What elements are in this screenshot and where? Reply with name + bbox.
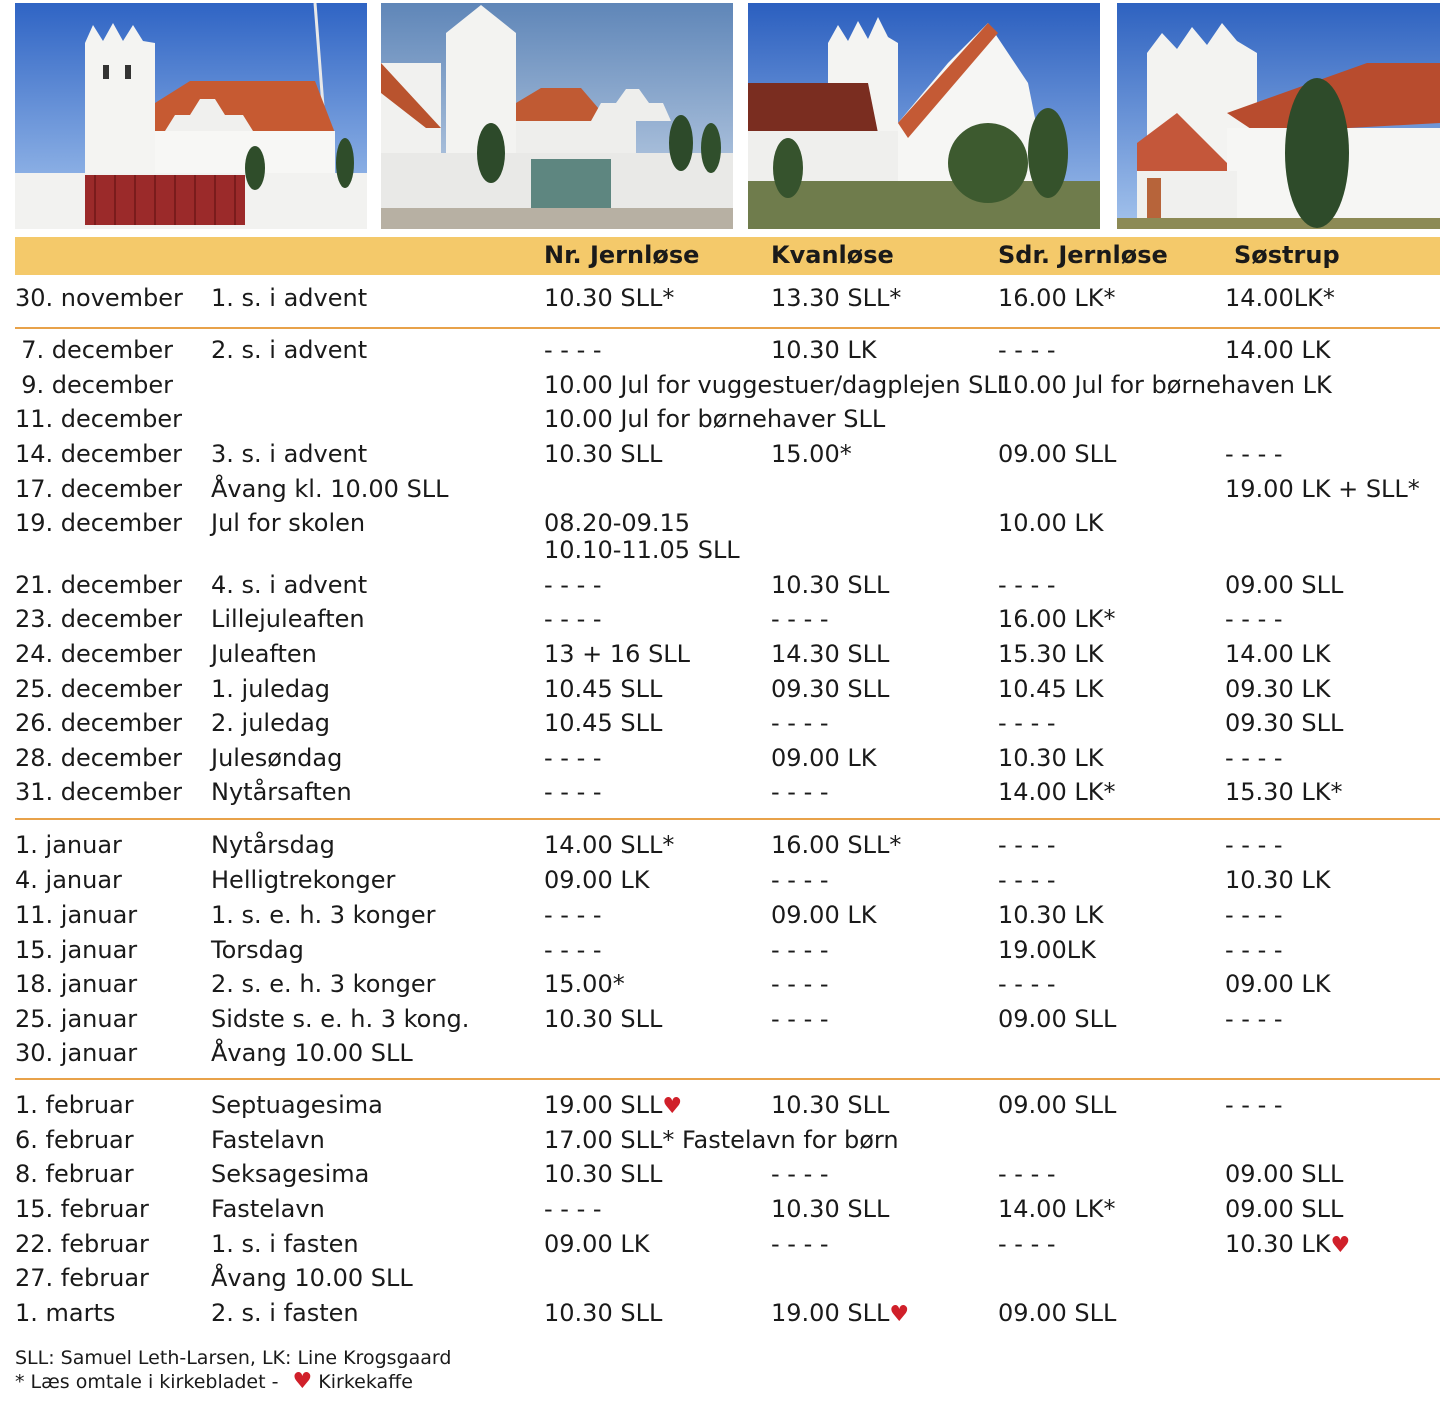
row-time-sdr-jernloese: 10.30 LK bbox=[998, 744, 1104, 772]
row-time-soestrup: - - - - bbox=[1225, 831, 1283, 859]
row-occasion: Lillejuleaften bbox=[211, 605, 365, 633]
row-time-kvanloese: 10.30 SLL bbox=[771, 571, 890, 599]
schedule-row bbox=[0, 1125, 1440, 1159]
schedule-row bbox=[0, 1159, 1440, 1193]
row-time-kvanloese: 10.30 LK bbox=[771, 336, 877, 364]
row-date: 11. december bbox=[15, 405, 183, 433]
row-occasion: 1. s. i advent bbox=[211, 284, 368, 312]
row-time-sdr-jernloese: 19.00LK bbox=[998, 936, 1096, 964]
row-time-nr-jernloese: 10.00 Jul for børnehaver SLL bbox=[544, 405, 886, 433]
row-date: 4. januar bbox=[15, 866, 122, 894]
row-time-kvanloese: - - - - bbox=[771, 936, 829, 964]
row-date: 18. januar bbox=[15, 970, 138, 998]
row-occasion: Septuagesima bbox=[211, 1091, 383, 1119]
schedule-row bbox=[0, 439, 1440, 473]
row-time-soestrup: 09.00 SLL bbox=[1225, 571, 1344, 599]
heart-icon: ♥ bbox=[1330, 1233, 1351, 1258]
row-time-kvanloese: - - - - bbox=[771, 1160, 829, 1188]
row-occasion: Åvang 10.00 SLL bbox=[211, 1264, 413, 1292]
schedule-row bbox=[0, 865, 1440, 899]
row-time-soestrup: - - - - bbox=[1225, 936, 1283, 964]
footer-legend: SLL: Samuel Leth-Larsen, LK: Line Krogsgaard bbox=[15, 1347, 452, 1369]
row-time-sdr-jernloese: 10.30 LK bbox=[998, 901, 1104, 929]
row-time-kvanloese: - - - - bbox=[771, 866, 829, 894]
row-time-kvanloese: 09.30 SLL bbox=[771, 675, 890, 703]
row-time-sdr-jernloese: 10.00 LK bbox=[998, 509, 1104, 537]
row-time-kvanloese: 10.30 SLL bbox=[771, 1195, 890, 1223]
row-time-nr-jernloese: 10.00 Jul for vuggestuer/dagplejen SLL bbox=[544, 371, 1011, 399]
row-time-nr-jernloese: 09.00 LK bbox=[544, 1230, 650, 1258]
row-date: 25. december bbox=[15, 675, 183, 703]
row-time-nr-jernloese: 10.30 SLL bbox=[544, 1299, 663, 1327]
row-time-nr-jernloese: - - - - bbox=[544, 936, 602, 964]
row-time-sdr-jernloese: - - - - bbox=[998, 1160, 1056, 1188]
schedule-row bbox=[0, 1229, 1440, 1263]
row-date: 30. november bbox=[15, 284, 183, 312]
schedule-row bbox=[0, 474, 1440, 508]
schedule-row bbox=[0, 674, 1440, 708]
row-date: 24. december bbox=[15, 640, 183, 668]
schedule-row bbox=[0, 508, 1440, 568]
row-date: 9. december bbox=[21, 371, 173, 399]
row-occasion: Seksagesima bbox=[211, 1160, 370, 1188]
row-time-kvanloese: 19.00 SLL♥ bbox=[771, 1299, 910, 1327]
row-date: 8. februar bbox=[15, 1160, 134, 1188]
schedule-row bbox=[0, 935, 1440, 969]
row-date: 15. januar bbox=[15, 936, 138, 964]
row-time-sdr-jernloese: 10.00 Jul for børnehaven LK bbox=[998, 371, 1332, 399]
heart-icon: ♥ bbox=[292, 1369, 313, 1394]
header-kvanloese: Kvanløse bbox=[771, 241, 894, 269]
row-time-sdr-jernloese: - - - - bbox=[998, 336, 1056, 364]
row-time-nr-jernloese-second-line: 10.10-11.05 SLL bbox=[544, 536, 740, 564]
footer-note bbox=[15, 1370, 451, 1394]
row-date: 1. marts bbox=[15, 1299, 116, 1327]
row-date: 25. januar bbox=[15, 1005, 138, 1033]
row-time-nr-jernloese: 10.30 SLL* bbox=[544, 284, 675, 312]
row-date: 22. februar bbox=[15, 1230, 149, 1258]
row-occasion: 4. s. i advent bbox=[211, 571, 368, 599]
row-date: 26. december bbox=[15, 709, 183, 737]
row-time-nr-jernloese: - - - - bbox=[544, 901, 602, 929]
row-date: 27. februar bbox=[15, 1264, 149, 1292]
row-time-nr-jernloese: 10.45 SLL bbox=[544, 709, 663, 737]
row-time-soestrup: 10.30 LK♥ bbox=[1225, 1230, 1351, 1258]
row-time-soestrup: 15.30 LK* bbox=[1225, 778, 1343, 806]
row-time-soestrup: 09.30 LK bbox=[1225, 675, 1331, 703]
row-time-kvanloese: 09.00 LK bbox=[771, 901, 877, 929]
schedule-row bbox=[0, 283, 1440, 317]
row-time-soestrup: 19.00 LK + SLL* bbox=[1225, 475, 1420, 503]
row-time-soestrup: 10.30 LK bbox=[1225, 866, 1331, 894]
row-time-nr-jernloese: 14.00 SLL* bbox=[544, 831, 675, 859]
row-occasion: Jul for skolen bbox=[211, 509, 366, 537]
row-time-nr-jernloese: 10.30 SLL bbox=[544, 1005, 663, 1033]
row-time-kvanloese: - - - - bbox=[771, 778, 829, 806]
row-date: 11. januar bbox=[15, 901, 138, 929]
header-nr-jernloese: Nr. Jernløse bbox=[544, 241, 700, 269]
row-time-sdr-jernloese: - - - - bbox=[998, 866, 1056, 894]
schedule-row bbox=[0, 1038, 1440, 1072]
footer-note-kirkekaffe: Kirkekaffe bbox=[318, 1371, 413, 1393]
header-soestrup: Søstrup bbox=[1234, 241, 1340, 269]
footer-notes bbox=[15, 1346, 451, 1394]
heart-icon: ♥ bbox=[889, 1302, 910, 1327]
schedule-row bbox=[0, 404, 1440, 438]
row-time-soestrup: - - - - bbox=[1225, 901, 1283, 929]
row-time-nr-jernloese: - - - - bbox=[544, 571, 602, 599]
row-occasion: Helligtrekonger bbox=[211, 866, 396, 894]
row-time-soestrup: - - - - bbox=[1225, 744, 1283, 772]
row-time-nr-jernloese: - - - - bbox=[544, 778, 602, 806]
schedule-row bbox=[0, 370, 1440, 404]
schedule-row bbox=[0, 1090, 1440, 1124]
row-time-soestrup: 14.00 LK bbox=[1225, 640, 1331, 668]
row-occasion: 2. s. i fasten bbox=[211, 1299, 359, 1327]
row-time-soestrup: 09.00 SLL bbox=[1225, 1160, 1344, 1188]
row-time-kvanloese: - - - - bbox=[771, 605, 829, 633]
row-time-nr-jernloese: - - - - bbox=[544, 336, 602, 364]
row-time-sdr-jernloese: 09.00 SLL bbox=[998, 1091, 1117, 1119]
row-time-kvanloese: - - - - bbox=[771, 970, 829, 998]
row-time-nr-jernloese: 09.00 LK bbox=[544, 866, 650, 894]
row-time-nr-jernloese: - - - - bbox=[544, 744, 602, 772]
header-sdr-jernloese: Sdr. Jernløse bbox=[998, 241, 1168, 269]
schedule-row bbox=[0, 900, 1440, 934]
row-occasion: Fastelavn bbox=[211, 1195, 325, 1223]
schedule-row bbox=[0, 830, 1440, 864]
row-time-sdr-jernloese: 09.00 SLL bbox=[998, 1299, 1117, 1327]
section-divider bbox=[15, 1078, 1440, 1080]
row-time-kvanloese: 13.30 SLL* bbox=[771, 284, 902, 312]
row-time-sdr-jernloese: - - - - bbox=[998, 709, 1056, 737]
row-occasion: 1. s. i fasten bbox=[211, 1230, 359, 1258]
row-time-soestrup: - - - - bbox=[1225, 605, 1283, 633]
row-time-nr-jernloese: 15.00* bbox=[544, 970, 625, 998]
schedule-row bbox=[0, 570, 1440, 604]
row-time-kvanloese: - - - - bbox=[771, 1230, 829, 1258]
schedule-row bbox=[0, 604, 1440, 638]
row-time-sdr-jernloese: 09.00 SLL bbox=[998, 1005, 1117, 1033]
row-occasion: 2. s. e. h. 3 konger bbox=[211, 970, 436, 998]
row-occasion: Juleaften bbox=[211, 640, 317, 668]
schedule-row bbox=[0, 335, 1440, 369]
row-time-nr-jernloese: - - - - bbox=[544, 1195, 602, 1223]
row-time-nr-jernloese: 10.30 SLL bbox=[544, 440, 663, 468]
row-time-kvanloese: 10.30 SLL bbox=[771, 1091, 890, 1119]
row-time-kvanloese: 09.00 LK bbox=[771, 744, 877, 772]
row-occasion: Fastelavn bbox=[211, 1126, 325, 1154]
schedule-row bbox=[0, 1263, 1440, 1297]
row-occasion: Sidste s. e. h. 3 kong. bbox=[211, 1005, 470, 1033]
row-date: 6. februar bbox=[15, 1126, 134, 1154]
schedule-row bbox=[0, 777, 1440, 811]
row-time-nr-jernloese: 08.20-09.15 bbox=[544, 509, 691, 537]
row-time-sdr-jernloese: - - - - bbox=[998, 1230, 1056, 1258]
row-time-soestrup: - - - - bbox=[1225, 440, 1283, 468]
schedule-row bbox=[0, 708, 1440, 742]
row-time-sdr-jernloese: - - - - bbox=[998, 571, 1056, 599]
row-occasion: Nytårsaften bbox=[211, 778, 352, 806]
row-occasion: Nytårsdag bbox=[211, 831, 335, 859]
footer-note-text: * Læs omtale i kirkebladet - bbox=[15, 1371, 279, 1393]
row-date: 14. december bbox=[15, 440, 183, 468]
row-time-soestrup: 14.00LK* bbox=[1225, 284, 1335, 312]
row-occasion: 1. juledag bbox=[211, 675, 331, 703]
row-occasion: Åvang 10.00 SLL bbox=[211, 1039, 413, 1067]
row-occasion: 3. s. i advent bbox=[211, 440, 368, 468]
row-date: 19. december bbox=[15, 509, 183, 537]
row-date: 23. december bbox=[15, 605, 183, 633]
row-occasion: Åvang kl. 10.00 SLL bbox=[211, 475, 449, 503]
row-time-nr-jernloese: - - - - bbox=[544, 605, 602, 633]
row-occasion: Julesøndag bbox=[211, 744, 343, 772]
row-date: 21. december bbox=[15, 571, 183, 599]
row-time-sdr-jernloese: 14.00 LK* bbox=[998, 1195, 1116, 1223]
row-time-soestrup: - - - - bbox=[1225, 1091, 1283, 1119]
row-date: 17. december bbox=[15, 475, 183, 503]
row-occasion: 2. s. i advent bbox=[211, 336, 368, 364]
row-time-soestrup: 09.30 SLL bbox=[1225, 709, 1344, 737]
row-time-nr-jernloese: 10.45 SLL bbox=[544, 675, 663, 703]
schedule-row bbox=[0, 639, 1440, 673]
row-time-kvanloese: 15.00* bbox=[771, 440, 852, 468]
schedule-row bbox=[0, 1298, 1440, 1332]
row-date: 30. januar bbox=[15, 1039, 138, 1067]
row-date: 31. december bbox=[15, 778, 183, 806]
row-occasion: Torsdag bbox=[211, 936, 304, 964]
row-time-nr-jernloese: 19.00 SLL♥ bbox=[544, 1091, 683, 1119]
row-time-soestrup: - - - - bbox=[1225, 1005, 1283, 1033]
row-time-soestrup: 14.00 LK bbox=[1225, 336, 1331, 364]
schedule-row bbox=[0, 969, 1440, 1003]
row-time-sdr-jernloese: - - - - bbox=[998, 831, 1056, 859]
heart-icon: ♥ bbox=[662, 1094, 683, 1119]
row-date: 15. februar bbox=[15, 1195, 149, 1223]
section-divider bbox=[15, 327, 1440, 329]
row-time-sdr-jernloese: 14.00 LK* bbox=[998, 778, 1116, 806]
row-time-nr-jernloese: 13 + 16 SLL bbox=[544, 640, 691, 668]
row-time-nr-jernloese: 10.30 SLL bbox=[544, 1160, 663, 1188]
row-occasion: 2. juledag bbox=[211, 709, 331, 737]
row-date: 28. december bbox=[15, 744, 183, 772]
row-date: 7. december bbox=[21, 336, 173, 364]
row-time-nr-jernloese: 17.00 SLL* Fastelavn for børn bbox=[544, 1126, 899, 1154]
row-date: 1. februar bbox=[15, 1091, 134, 1119]
row-date: 1. januar bbox=[15, 831, 122, 859]
row-time-sdr-jernloese: - - - - bbox=[998, 970, 1056, 998]
row-time-sdr-jernloese: 15.30 LK bbox=[998, 640, 1104, 668]
row-time-kvanloese: 16.00 SLL* bbox=[771, 831, 902, 859]
section-divider bbox=[15, 818, 1440, 820]
schedule-row bbox=[0, 1004, 1440, 1038]
row-time-kvanloese: - - - - bbox=[771, 1005, 829, 1033]
schedule-row bbox=[0, 1194, 1440, 1228]
row-time-sdr-jernloese: 16.00 LK* bbox=[998, 605, 1116, 633]
row-time-soestrup: 09.00 LK bbox=[1225, 970, 1331, 998]
row-time-sdr-jernloese: 10.45 LK bbox=[998, 675, 1104, 703]
row-time-sdr-jernloese: 09.00 SLL bbox=[998, 440, 1117, 468]
row-occasion: 1. s. e. h. 3 konger bbox=[211, 901, 436, 929]
row-time-sdr-jernloese: 16.00 LK* bbox=[998, 284, 1116, 312]
row-time-kvanloese: - - - - bbox=[771, 709, 829, 737]
schedule-row bbox=[0, 743, 1440, 777]
row-time-kvanloese: 14.30 SLL bbox=[771, 640, 890, 668]
row-time-soestrup: 09.00 SLL bbox=[1225, 1195, 1344, 1223]
